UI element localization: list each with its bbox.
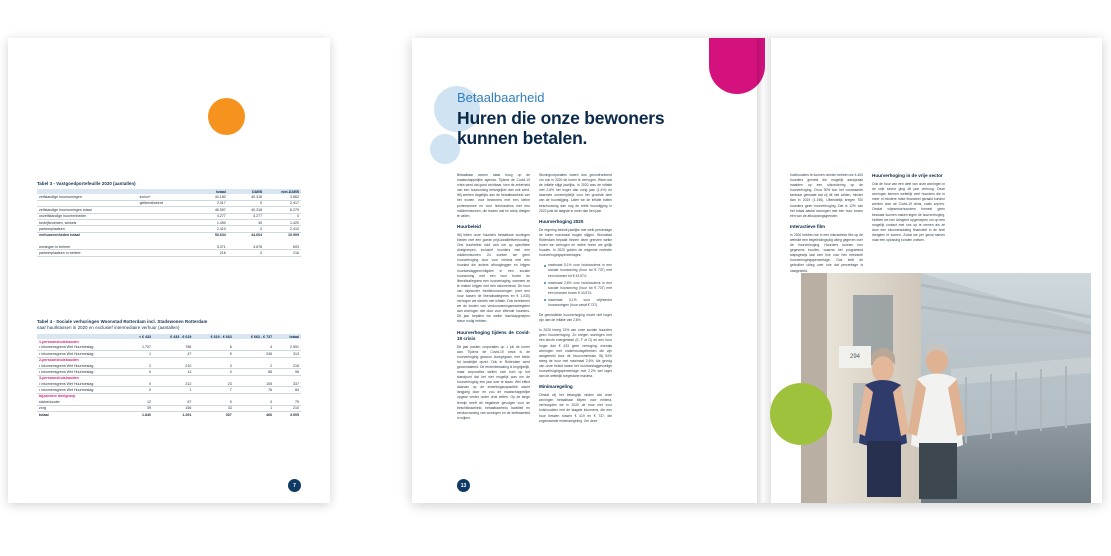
group-label: bijzondere doelgroep bbox=[39, 394, 76, 399]
paragraph: Woningcorporaties waren dus geconfronteerd om ook in 2020 de huren te verhogen. Want ook de inflatie stijgt jaarlijks. In 2020 was de inflatie met 2,6% het hoger dan vorig jaar (1,4%) en daarmee onvermijdelijk voor het grootste deel van de huurstijging. Laten we de inflatie buiten beschouwing dan nog de reële huurstijging in 2022 juist de laagste in meer dan tien jaar. bbox=[539, 173, 612, 213]
subheading: Huurverhoging tijdens de Covid-19 crisis bbox=[457, 329, 530, 341]
cell: 1.420 bbox=[264, 219, 301, 225]
cell: 0 bbox=[234, 399, 274, 405]
cell: 2 bbox=[121, 363, 153, 369]
cell: 53.634 bbox=[191, 232, 227, 238]
cell: 3.862 bbox=[264, 194, 301, 200]
row-label: totaal bbox=[37, 411, 121, 417]
row-label: onzelfstandige huureenheden bbox=[37, 213, 138, 219]
door-number-plate: 294 bbox=[839, 346, 871, 368]
group-label: 2-persoonshuishouden bbox=[39, 358, 79, 363]
row-label: parkeerplaatsen in beheer bbox=[37, 250, 138, 256]
cell: 33 bbox=[193, 405, 233, 411]
table4 bbox=[37, 334, 301, 417]
cell: 156 bbox=[153, 405, 193, 411]
cell: 4.678 bbox=[228, 244, 264, 250]
cell: 4.277 bbox=[228, 213, 264, 219]
cell: 79 bbox=[274, 399, 301, 405]
row-label: verhuureenheden totaal bbox=[37, 232, 138, 238]
cell: 46.597 bbox=[191, 207, 227, 213]
subheading: Interactieve film bbox=[790, 223, 825, 229]
cell: 3.905 bbox=[274, 411, 301, 417]
body-column-3 bbox=[790, 173, 863, 279]
paragraph: Wij letten onze huurders betaalbare woningen bieden met een goede prijs-kwaliteitverhouding. Ons huurbeleid richt zich toe op specifieke doelgroepen, inclusief huurders met een middeninkomen. Zo zoeken we geen huurverhoging door voor minima met een huurlast die anders afhoogleggen en krijgen huurtoeslaggerechtigden in een sociale huurwoning met een huur boven de liberalisatiegrens een huurverlaging, wanneer ze te maken krijgen met een inkomensval. De huur van wijzworter bezitshuurwoningen (met een huur tussen de liberalisatiegrens en € 1.030) verhogen we slechts met inflatie. Ook berekenen we de kosten van verduurzamingsmaatregelen aan woningen niet door voor zittende huurders. Dit jaar bepalen we welke huurstapgroepen steun nodig hebben. bbox=[457, 232, 530, 324]
page-title bbox=[457, 108, 664, 148]
cell: 84 bbox=[274, 387, 301, 393]
row-label: • inkomensgrens Wet Huurtoeslag bbox=[37, 381, 121, 387]
cell: 0 bbox=[264, 213, 301, 219]
cell: 0 bbox=[121, 369, 153, 375]
table3-title: Tabel 3 - Vastgoedportefeuille 2020 (aantallen) bbox=[37, 181, 136, 186]
cell: 10.909 bbox=[264, 232, 301, 238]
list-item: maximaal 2,6% voor huishoudens in een sociale huurwoning (huur tot € 737) met een inkomen boven € 43.574; bbox=[544, 281, 612, 296]
cell: 2.410 bbox=[264, 226, 301, 232]
cell: 0 bbox=[121, 381, 153, 387]
cell: 2.591 bbox=[274, 345, 301, 351]
cell: 4.277 bbox=[191, 213, 227, 219]
row-label: statushouder bbox=[37, 399, 121, 405]
paragraph: De gemiddelde huurverhoging mocht niet hoger zijn dan de inflatie van 2,6%. bbox=[539, 313, 612, 323]
th-klasse3: € 619 - € 663 bbox=[193, 334, 233, 339]
cell: 1.707 bbox=[121, 345, 153, 351]
paragraph: Dit jaar pasten corporaties op 1 juli de huren aan. Tijdens de Covid-19 crisis is de huurverhoging gewoon doorgegaan, met beide tot landelijke opzet. Ook in Rotterdam werd geconstateerd. De rentenbewaking is begrijpelijk, maar corporaties stellen zich toch op het standpunt dat het niet mogelijk was om de huurverhoging een jaar over te slaan. Wel effect daarvan op de inwerkingscapaciteit wacht langjarig door en zou de maatschappelijke opgave verder onder druk zetten. Op de lange termijn heeft dit negatieve gevolgen voor de beschikbaarheid, betaalbaarheid, kwaliteit en verduurzaming van woningen en de leefbaarheid in wijken. bbox=[457, 344, 530, 420]
subheading: Minimaregeling bbox=[539, 384, 573, 390]
cell: 105 bbox=[234, 381, 274, 387]
row-label: • inkomensgrens Wet Huurtoeslag bbox=[37, 351, 121, 357]
cell: 23 bbox=[193, 381, 233, 387]
cell: 786 bbox=[153, 345, 193, 351]
cell: 5.371 bbox=[191, 244, 227, 250]
paragraph: huishoudens te kunnen ontzien hebben we 4.403 huurders gemeld die mogelijk aanspraak maakten op een uitzondering op de huurverhoging. Circa 30% kon het voorwaarde kenbaar gemaakt dat zij dit niet wilden, minder dan in 2019 (1.196). Uiteindelijk kregen 700 huurders geen huurverhoging. Dat is 12% van het totaal aantal woningen met een huur boven één van de afkoopsingsgrenzen. bbox=[790, 173, 863, 218]
list-item: maximaal 5,1% voor huishoudens in een sociale huurwoning (huur tot € 737) met een inkomen tot € 43.574; bbox=[544, 263, 612, 278]
table4-title-line2: naar huurklassen in 2020 en exclusief intermediaire verhuur (aantallen) bbox=[37, 325, 180, 330]
orange-circle-decoration bbox=[208, 98, 245, 135]
cell: 0 bbox=[228, 226, 264, 232]
cell: 337 bbox=[274, 381, 301, 387]
cell: 307 bbox=[193, 411, 233, 417]
headline-line-1: Huren die onze bewoners bbox=[457, 108, 665, 128]
cell: 39 bbox=[121, 405, 153, 411]
row-label: bedrijfsruimten, winkels bbox=[37, 219, 138, 225]
th-totaal: totaal bbox=[191, 189, 227, 194]
row-label: woningen in beheer bbox=[37, 244, 138, 250]
cell: 2.410 bbox=[191, 226, 227, 232]
table-total-row bbox=[37, 411, 301, 417]
cell: 2.417 bbox=[191, 200, 227, 206]
subheading: Huurbeleid bbox=[457, 223, 481, 229]
body-column-4 bbox=[872, 173, 945, 248]
cell: 216 bbox=[264, 250, 301, 256]
paragraph: Ook de huur van een deel van onze woningen in de vrije sector ging dit jaar omhoog. Deze woningen kennen wettelijk veel huurders die in meer of mindere mate financieel geraakt konden worden door de Covid-19 crisis, zoals zzp'ers. Omdat vrijesectorhuurders formeel geen bezwaar kunnen maken tegen de huurverhoging, hebben we hen dringend opgeroepen om op een mogelijk contact met ons op te nemen als ze door een inkomensdaling financieel in de knel dreigden te komen. Zodat we per geval samen naar een oplossing konden zoeken. bbox=[872, 182, 945, 243]
table3 bbox=[37, 189, 301, 257]
cell: 693 bbox=[264, 244, 301, 250]
cell: 44.604 bbox=[228, 232, 264, 238]
cell: 67 bbox=[153, 399, 193, 405]
list-item: maximaal 5,1% voor vrijesector huurwoningen (huur vanaf € 737). bbox=[544, 298, 612, 308]
cell: 4 bbox=[234, 345, 274, 351]
cell: 246 bbox=[234, 351, 274, 357]
blue-circle-decoration-small bbox=[430, 134, 460, 164]
row-sub: inc/sv+ bbox=[138, 194, 192, 200]
cell: 313 bbox=[274, 351, 301, 357]
th-klasse4: € 663 - € 737 bbox=[234, 334, 274, 339]
green-circle-decoration bbox=[770, 383, 832, 445]
table-row bbox=[37, 250, 301, 256]
paragraph: Betaalbaar wonen staat hoog op de maatschappelijke agenda. Tijdens de Covid-19 crisis werd dat goed zichtbaar, toen de zekerheid van een huurwoning belangrijker dan ooit werd. Wij werken dagelijks aan de betaalbaarheid van het wonen, voor bewoners met een kleine portemonnee en voor huishoudens met een middeninkomen, die tussen wal en schip dreigen te vallen. bbox=[457, 173, 530, 218]
row-label: • inkomensgrens Wet Huurtoeslag bbox=[37, 363, 121, 369]
cell: 40.318 bbox=[228, 207, 264, 213]
right-spread bbox=[412, 38, 1102, 503]
subheading: Huurverhoging in de vrije sector bbox=[872, 173, 943, 178]
cell: 12 bbox=[121, 399, 153, 405]
cell: 1.291 bbox=[153, 411, 193, 417]
row-label: zelfstandige huurwoningen bbox=[37, 194, 138, 200]
subheading: Huurverhoging 2020 bbox=[539, 218, 584, 224]
cell: 44.180 bbox=[191, 194, 227, 200]
cell: 0 bbox=[193, 399, 233, 405]
paragraph: In 2020 hebben we in een interactieve film op de website een begeleidingsplig uitleg gegeven over de huurverhoging. Huurders kunnen hun gegevens invullen, waarna het programma stapsgewijs laat zien hoe voor hen relevante huurverhogingspercentage. Ook leidt de gebruiker uitleg over hoe dat percentage is vastgesteld. bbox=[790, 232, 863, 273]
row-sub: geliberaliseerd bbox=[138, 200, 192, 206]
cell: 7 bbox=[193, 387, 233, 393]
section-kicker: Betaalbaarheid bbox=[457, 90, 545, 105]
cell: 6 bbox=[193, 345, 233, 351]
row-label: zorg bbox=[37, 405, 121, 411]
cell: 11 bbox=[153, 369, 193, 375]
page-number-left: 7 bbox=[288, 479, 301, 492]
body-column-1 bbox=[457, 173, 530, 426]
cell: 1.450 bbox=[191, 219, 227, 225]
row-sub bbox=[138, 250, 192, 256]
cell: 76 bbox=[234, 387, 274, 393]
cell: 2 bbox=[234, 363, 274, 369]
row-label: • inkomensgrens Wet Huurtoeslag bbox=[37, 387, 121, 393]
th-klasse2: € 433 - € 619 bbox=[153, 334, 193, 339]
row-label: • inkomensgrens Wet Huurtoeslag bbox=[37, 345, 121, 351]
cell: 6.279 bbox=[264, 207, 301, 213]
cell: 1 bbox=[153, 387, 193, 393]
cell: 212 bbox=[153, 381, 193, 387]
cell: 85 bbox=[234, 369, 274, 375]
cell: 466 bbox=[234, 411, 274, 417]
cell: 2.417 bbox=[264, 200, 301, 206]
cell: 210 bbox=[153, 363, 193, 369]
bullet-list bbox=[539, 263, 612, 308]
cell: 0 bbox=[193, 369, 233, 375]
th-klasse1: < € 433 bbox=[121, 334, 153, 339]
paragraph: Omdat wij het belangrijk vinden dat onze woningen betaalbaar blijven voor minima, verhoogden we in 2020 de huur niet voor huishoudens met de laagste inkomens, die een huur betalen tussen € 419 en € 737, die zogenaamde minimaregeling. Om deze bbox=[539, 393, 612, 423]
headline-line-2: kunnen betalen. bbox=[457, 128, 588, 148]
cell: 216 bbox=[191, 250, 227, 256]
body-column-2 bbox=[539, 173, 612, 429]
photo-residents-balcony bbox=[801, 273, 1091, 503]
th-daeb: DAEB bbox=[228, 189, 264, 194]
group-label: 3-persoonshuishouden bbox=[39, 376, 79, 381]
cell: 1 bbox=[121, 351, 153, 357]
cell: 216 bbox=[274, 363, 301, 369]
group-label: 1-persoonshuishouden bbox=[39, 340, 79, 345]
cell: 0 bbox=[228, 200, 264, 206]
table4-title-line1: Tabel 4 - Sociale verhuringen Woonstad Rotterdam incl. Stadswonen Rotterdam bbox=[37, 319, 208, 324]
th-niet-daeb: niet-DAEB bbox=[264, 189, 301, 194]
photo-illustration bbox=[801, 273, 1091, 503]
left-page bbox=[8, 38, 330, 503]
page-number-right: 13 bbox=[457, 479, 470, 492]
paragraph: De regering besluit jaarlijks met welk percentage de huren maximaal mogen stijgen. Woonstad Rotterdam bepaalt binnen deze grenzen welke huren we verhogen en welke huren we gelijk houden. In 2020 golden de volgende restrictie huurverhogingspercentages: bbox=[539, 227, 612, 258]
cell: 1.840 bbox=[121, 411, 153, 417]
cell: 30 bbox=[228, 219, 264, 225]
left-spread bbox=[8, 38, 330, 503]
paragraph: In 2020 kreeg 13% van onze sociale huurders geen huurverhoging. Zo kregen woningen met een slecht energielabel (E, F of G) en een huur hoger dan € 433 geen verhoging, evenals woningen met onderhoudsgebreken die zijn aangemeld door de Huurcommissie. Bij 54% steeg de huur met maximaal 2,6%. Als gevolg van onze beleid kwam het huurtoeslaggevoelige huurverhogingspercentage met 2,2% wel lager dan de wettelijk toegestane maxima. bbox=[539, 328, 612, 379]
cell: 0 bbox=[228, 250, 264, 256]
cell: 96 bbox=[274, 369, 301, 375]
cell: 210 bbox=[274, 405, 301, 411]
cell: 40.318 bbox=[228, 194, 264, 200]
row-label: parkeerplaatsen bbox=[37, 226, 138, 232]
cell: 47 bbox=[153, 351, 193, 357]
row-label: • inkomensgrens Wet Huurtoeslag bbox=[37, 369, 121, 375]
cell: 3 bbox=[193, 363, 233, 369]
cell: 1 bbox=[234, 405, 274, 411]
th-totaal: totaal bbox=[274, 334, 301, 339]
cell: 9 bbox=[193, 351, 233, 357]
cell: 0 bbox=[121, 387, 153, 393]
spread-gutter-shadow bbox=[757, 38, 771, 503]
row-label: zelfstandige huurwoningen totaal bbox=[37, 207, 138, 213]
